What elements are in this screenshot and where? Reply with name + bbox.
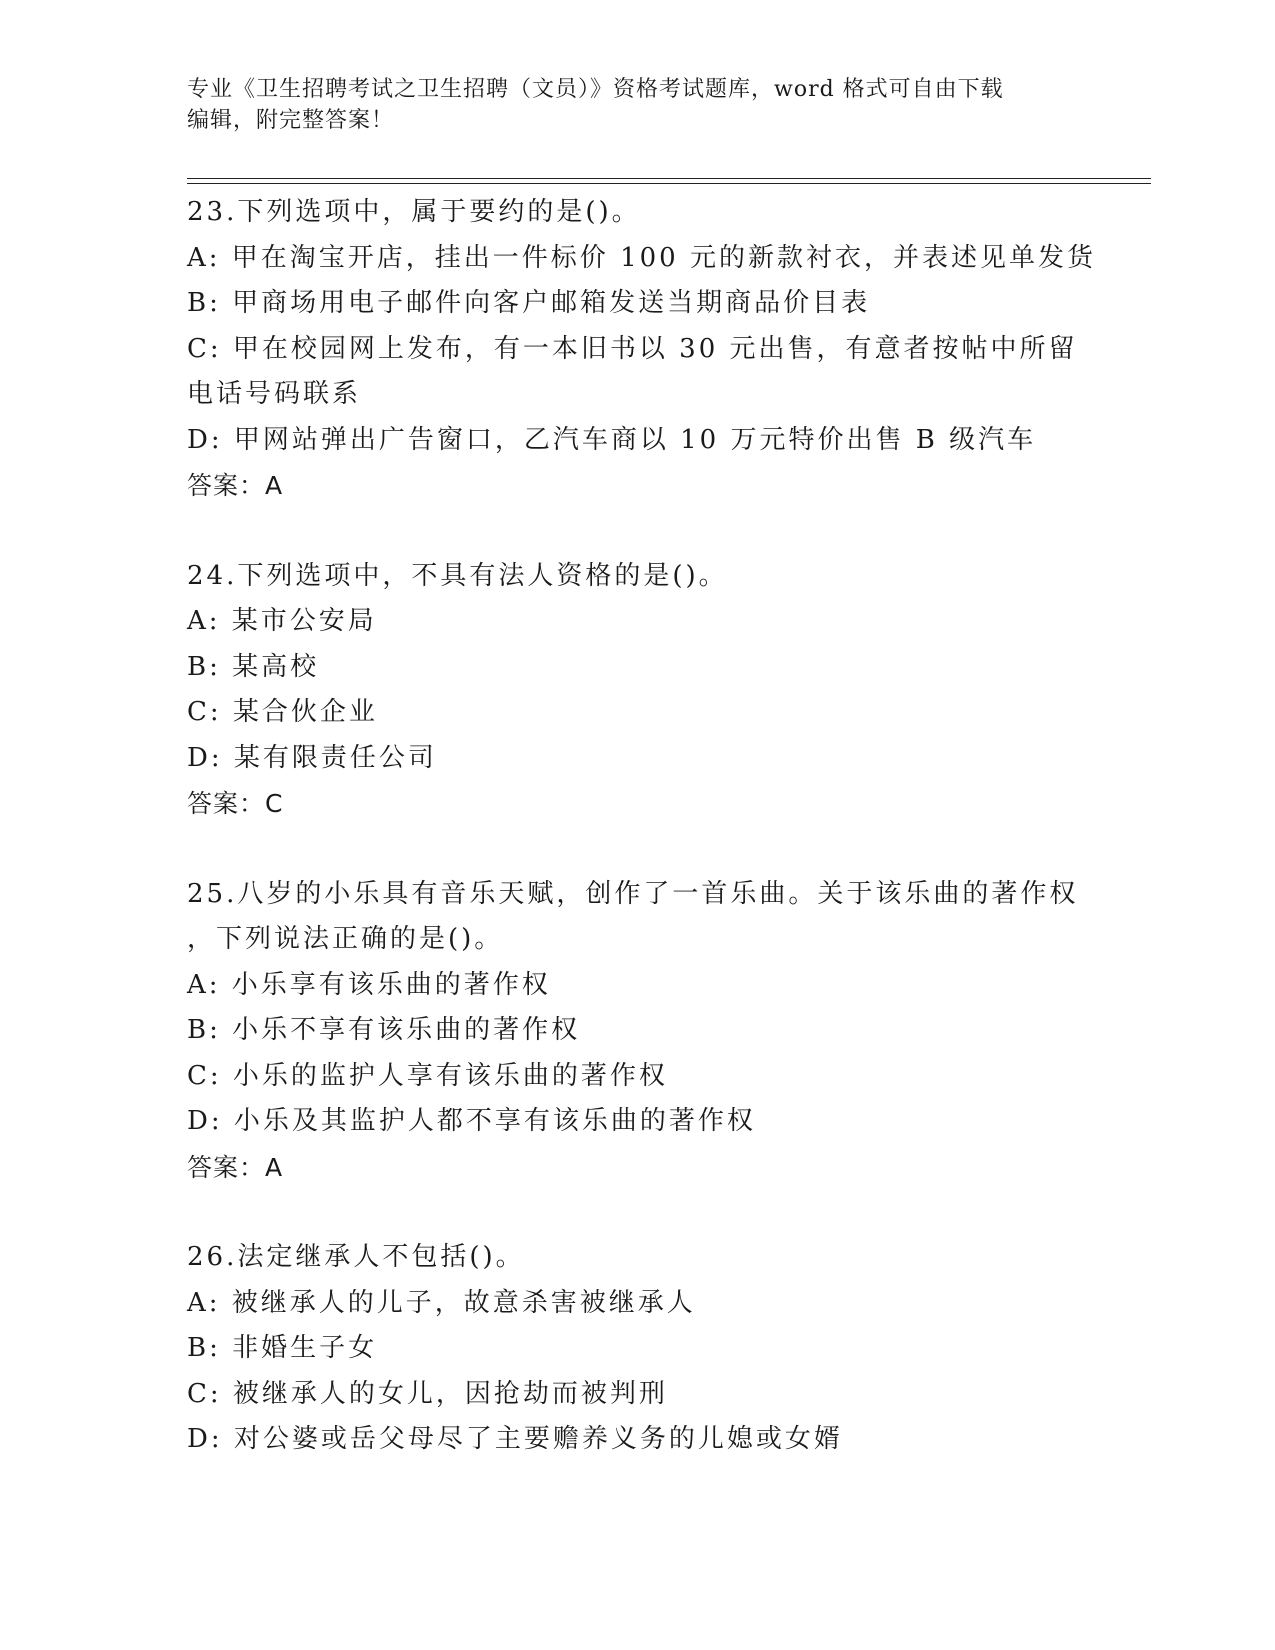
question-25 xyxy=(187,872,1147,1191)
option-b: B: 甲商场用电子邮件向客户邮箱发送当期商品价目表 xyxy=(187,288,871,318)
question-stem-continued: ，下列说法正确的是()。 xyxy=(187,924,504,954)
option-c: C: 小乐的监护人享有该乐曲的著作权 xyxy=(187,1060,668,1091)
header-divider-top xyxy=(187,178,1151,179)
option-c-continued: 电话号码联系 xyxy=(187,379,362,409)
option-b: B: 非婚生子女 xyxy=(187,1333,378,1363)
document-header xyxy=(187,74,1087,136)
option-a: A: 小乐享有该乐曲的著作权 xyxy=(187,969,551,1000)
option-b: B: 小乐不享有该乐曲的著作权 xyxy=(187,1015,581,1045)
question-stem: 23.下列选项中，属于要约的是()。 xyxy=(187,197,641,227)
option-d: D: 对公婆或岳父母尽了主要赡养义务的儿媳或女婿 xyxy=(187,1424,843,1454)
answer: 答案：C xyxy=(187,789,284,818)
question-stem: 24.下列选项中，不具有法人资格的是()。 xyxy=(187,560,728,591)
question-24 xyxy=(187,554,1147,827)
option-a: A: 被继承人的儿子，故意杀害被继承人 xyxy=(187,1287,696,1318)
option-c: C: 被继承人的女儿，因抢劫而被判刑 xyxy=(187,1378,668,1409)
question-26 xyxy=(187,1235,1147,1463)
question-stem: 26.法定继承人不包括()。 xyxy=(187,1242,525,1272)
question-list xyxy=(187,190,1147,1463)
option-a: A: 某市公安局 xyxy=(187,606,377,636)
question-23 xyxy=(187,190,1147,509)
option-c: C: 甲在校园网上发布，有一本旧书以 30 元出售，有意者按帖中所留 xyxy=(187,333,1078,364)
option-b: B: 某高校 xyxy=(187,651,320,682)
option-d: D: 小乐及其监护人都不享有该乐曲的著作权 xyxy=(187,1106,756,1136)
header-line-2: 编辑，附完整答案！ xyxy=(187,108,395,133)
answer: 答案：A xyxy=(187,471,284,500)
question-stem: 25.八岁的小乐具有音乐天赋，创作了一首乐曲。关于该乐曲的著作权 xyxy=(187,878,1079,909)
option-d: D: 甲网站弹出广告窗口，乙汽车商以 10 万元特价出售 B 级汽车 xyxy=(187,424,1037,455)
answer: 答案：A xyxy=(187,1152,284,1182)
header-line-1: 专业《卫生招聘考试之卫生招聘（文员）》资格考试题库，word 格式可自由下载 xyxy=(187,77,1004,102)
option-d: D: 某有限责任公司 xyxy=(187,742,437,773)
option-a: A: 甲在淘宝开店，挂出一件标价 100 元的新款衬衣，并表述见单发货 xyxy=(187,242,1096,273)
header-divider-bottom xyxy=(187,183,1151,184)
option-c: C: 某合伙企业 xyxy=(187,697,378,727)
